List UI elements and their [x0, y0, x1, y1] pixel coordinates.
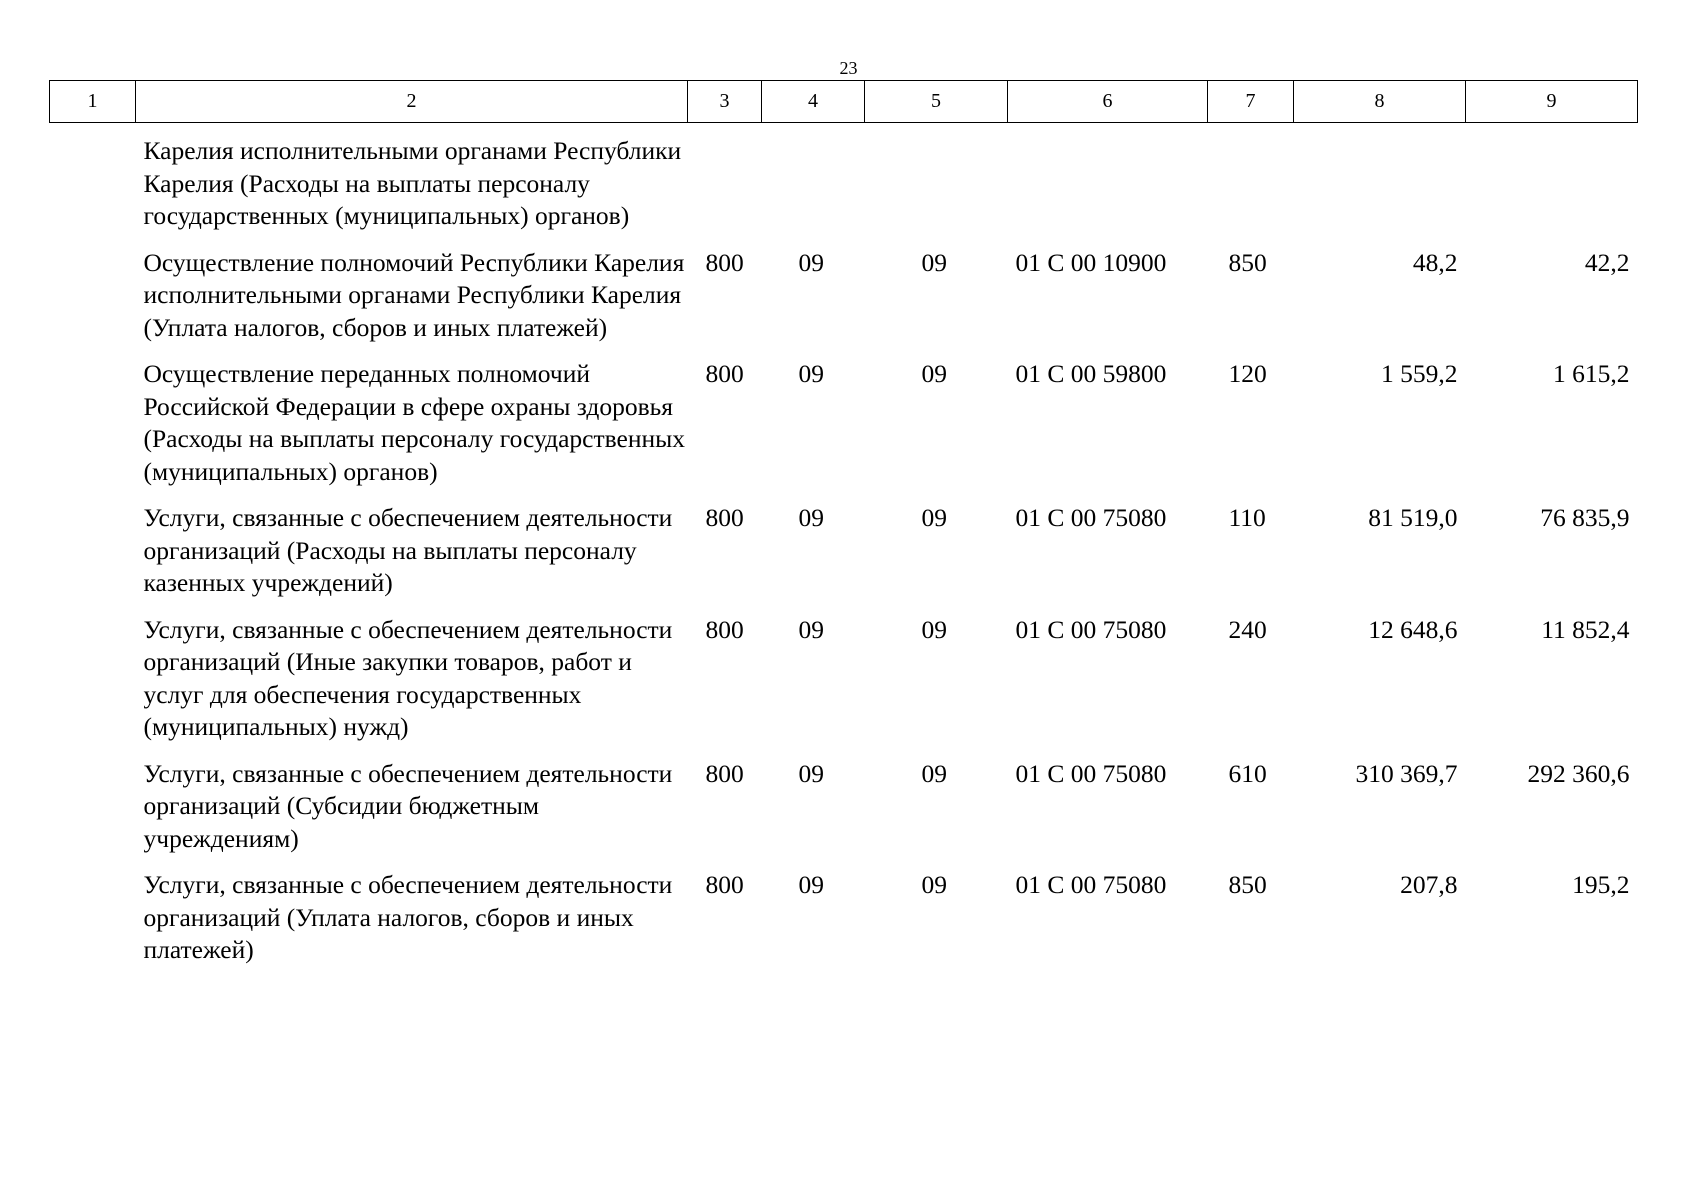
- subsection-code: 09: [921, 758, 947, 788]
- amount-year-2: [1466, 123, 1638, 247]
- expense-type-code: 110: [1228, 503, 1266, 532]
- column-header-2: 2: [136, 81, 688, 123]
- ministry-code: 800: [705, 870, 744, 899]
- expense-description: Осуществление переданных полномочий Российской Федерации в сфере охраны здоровья (Расходы на выплаты персоналу государственных (муниципальных) органов): [143, 359, 685, 486]
- expense-type-code: 120: [1228, 359, 1267, 388]
- row-spacer-cell: [50, 502, 136, 614]
- column-header-7: 7: [1208, 81, 1294, 123]
- amount-year-1: 310 369,7: [1355, 758, 1458, 788]
- section-code: 09: [798, 870, 824, 899]
- section-code: 09: [798, 503, 824, 532]
- table-row: [50, 614, 1638, 758]
- expense-type-code: 240: [1228, 614, 1267, 644]
- ministry-code: 800: [705, 359, 744, 388]
- target-article-code: 01 С 00 59800: [1015, 359, 1167, 388]
- expense-description: Услуги, связанные с обеспечением деятельности организаций (Субсидии бюджетным учреждениям): [143, 758, 673, 853]
- subsection-code: 09: [921, 359, 947, 388]
- ministry-code: [688, 123, 762, 247]
- column-header-6: 6: [1008, 81, 1208, 123]
- amount-year-2: 11 852,4: [1541, 614, 1630, 644]
- section-code: 09: [798, 247, 824, 277]
- target-article-code: 01 С 00 75080: [1015, 758, 1167, 788]
- amount-year-2: 195,2: [1572, 870, 1630, 899]
- row-spacer-cell: [50, 123, 136, 247]
- table-row: [50, 758, 1638, 870]
- table-row: [50, 123, 1638, 247]
- subsection-code: 09: [921, 614, 947, 644]
- column-header-5: 5: [865, 81, 1008, 123]
- expense-description: Осуществление полномочий Республики Карелия исполнительными органами Республики Карелия (Уплата налогов, сборов и иных платежей): [143, 247, 685, 342]
- section-code: 09: [798, 614, 824, 644]
- row-spacer-cell: [50, 358, 136, 502]
- expense-description: Карелия исполнительными органами Республики Карелия (Расходы на выплаты персоналу государственных (муниципальных) органов): [143, 136, 682, 230]
- section-code: 09: [798, 758, 824, 788]
- expense-description: Услуги, связанные с обеспечением деятельности организаций (Иные закупки товаров, работ и услуг для обеспечения государственных (муниципальных) нужд): [143, 614, 673, 741]
- target-article-code: 01 С 00 10900: [1015, 247, 1167, 277]
- row-spacer-cell: [50, 247, 136, 359]
- table-row: [50, 358, 1638, 502]
- ministry-code: 800: [705, 247, 744, 277]
- table-row: [50, 502, 1638, 614]
- section-code: [762, 123, 865, 247]
- column-header-8: 8: [1294, 81, 1466, 123]
- table-row: [50, 247, 1638, 359]
- expense-type-code: [1208, 123, 1294, 247]
- row-spacer-cell: [50, 758, 136, 870]
- expense-type-code: 850: [1228, 247, 1267, 277]
- row-spacer-cell: [50, 869, 136, 981]
- amount-year-1: 12 648,6: [1368, 614, 1458, 644]
- ministry-code: 800: [705, 503, 744, 532]
- amount-year-2: 292 360,6: [1527, 758, 1630, 788]
- target-article-code: 01 С 00 75080: [1015, 503, 1167, 532]
- column-number-row: [50, 81, 1638, 123]
- row-spacer-cell: [50, 614, 136, 758]
- table-header: [50, 81, 1638, 123]
- amount-year-1: [1294, 123, 1466, 247]
- amount-year-2: 42,2: [1584, 247, 1630, 277]
- amount-year-2: 76 835,9: [1540, 503, 1630, 532]
- column-header-4: 4: [762, 81, 865, 123]
- subsection-code: [865, 123, 1008, 247]
- budget-table: [49, 80, 1638, 981]
- amount-year-1: 1 559,2: [1381, 359, 1458, 388]
- ministry-code: 800: [705, 758, 744, 788]
- amount-year-1: 81 519,0: [1368, 503, 1458, 532]
- target-article-code: [1008, 123, 1208, 247]
- amount-year-1: 48,2: [1412, 247, 1458, 277]
- table-row: [50, 869, 1638, 981]
- subsection-code: 09: [921, 870, 947, 899]
- column-header-1: 1: [50, 81, 136, 123]
- target-article-code: 01 С 00 75080: [1015, 870, 1167, 899]
- expense-type-code: 610: [1228, 758, 1267, 788]
- section-code: 09: [798, 359, 824, 388]
- amount-year-2: 1 615,2: [1553, 359, 1630, 388]
- ministry-code: 800: [705, 614, 744, 644]
- expense-type-code: 850: [1228, 870, 1267, 899]
- expense-description: Услуги, связанные с обеспечением деятельности организаций (Уплата налогов, сборов и иных платежей): [143, 870, 673, 964]
- subsection-code: 09: [921, 247, 947, 277]
- amount-year-1: 207,8: [1400, 870, 1458, 899]
- column-header-3: 3: [688, 81, 762, 123]
- subsection-code: 09: [921, 503, 947, 532]
- page-number: 23: [839, 58, 858, 78]
- table-body: [50, 123, 1638, 981]
- expense-description: Услуги, связанные с обеспечением деятельности организаций (Расходы на выплаты персоналу казенных учреждений): [143, 503, 673, 597]
- column-header-9: 9: [1466, 81, 1638, 123]
- target-article-code: 01 С 00 75080: [1015, 614, 1167, 644]
